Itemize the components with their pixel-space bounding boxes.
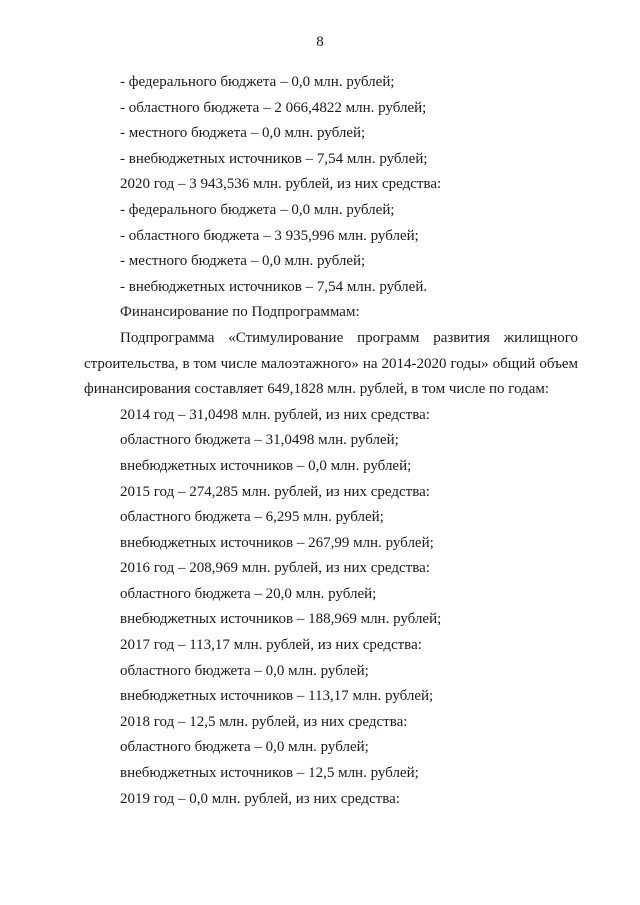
text-line: - местного бюджета – 0,0 млн. рублей;: [120, 253, 366, 270]
text-line: 2018 год – 12,5 млн. рублей, из них средства:: [120, 713, 408, 730]
text-line: областного бюджета – 6,295 млн. рублей;: [120, 509, 384, 526]
text-line: областного бюджета – 20,0 млн. рублей;: [120, 585, 377, 602]
text-line: - областного бюджета – 3 935,996 млн. рублей;: [120, 227, 419, 244]
text-line: 2016 год – 208,969 млн. рублей, из них средства:: [120, 560, 430, 577]
text-line: внебюджетных источников – 267,99 млн. рублей;: [120, 534, 434, 551]
text-line: - федерального бюджета – 0,0 млн. рублей;: [120, 201, 395, 218]
text-line: областного бюджета – 31,0498 млн. рублей;: [120, 432, 399, 449]
text-line: - внебюджетных источников – 7,54 млн. рублей;: [120, 150, 428, 167]
text-line: внебюджетных источников – 12,5 млн. рублей;: [120, 765, 419, 782]
text-line: областного бюджета – 0,0 млн. рублей;: [120, 739, 369, 756]
text-line: внебюджетных источников – 113,17 млн. рублей;: [120, 688, 434, 705]
document-body: [84, 70, 578, 812]
text-line: - областного бюджета – 2 066,4822 млн. рублей;: [120, 99, 427, 116]
text-line: - федерального бюджета – 0,0 млн. рублей;: [120, 74, 395, 90]
text-line: - местного бюджета – 0,0 млн. рублей;: [120, 125, 366, 142]
text-line: - внебюджетных источников – 7,54 млн. рублей.: [120, 278, 428, 295]
text-line: 2015 год – 274,285 млн. рублей, из них средства:: [120, 483, 430, 500]
text-line: 2019 год – 0,0 млн. рублей, из них средства:: [120, 790, 400, 807]
text-line: областного бюджета – 0,0 млн. рублей;: [120, 662, 369, 679]
text-line: внебюджетных источников – 0,0 млн. рублей;: [120, 457, 412, 474]
text-line: 2017 год – 113,17 млн. рублей, из них средства:: [120, 637, 422, 654]
subprogram-paragraph: Подпрограмма «Стимулирование программ развития жилищного строительства, в том числе малоэтажного» на 2014-2020 годы» общий объем финансирования составляет 649,1828 млн. рублей, в том числе по годам:: [84, 329, 578, 398]
text-line: 2014 год – 31,0498 млн. рублей, из них средства:: [120, 406, 430, 423]
section-heading: Финансирование по Подпрограммам:: [120, 304, 360, 321]
page-number: 8: [316, 34, 324, 50]
text-line: внебюджетных источников – 188,969 млн. рублей;: [120, 611, 442, 628]
text-line: 2020 год – 3 943,536 млн. рублей, из них средства:: [120, 176, 442, 193]
